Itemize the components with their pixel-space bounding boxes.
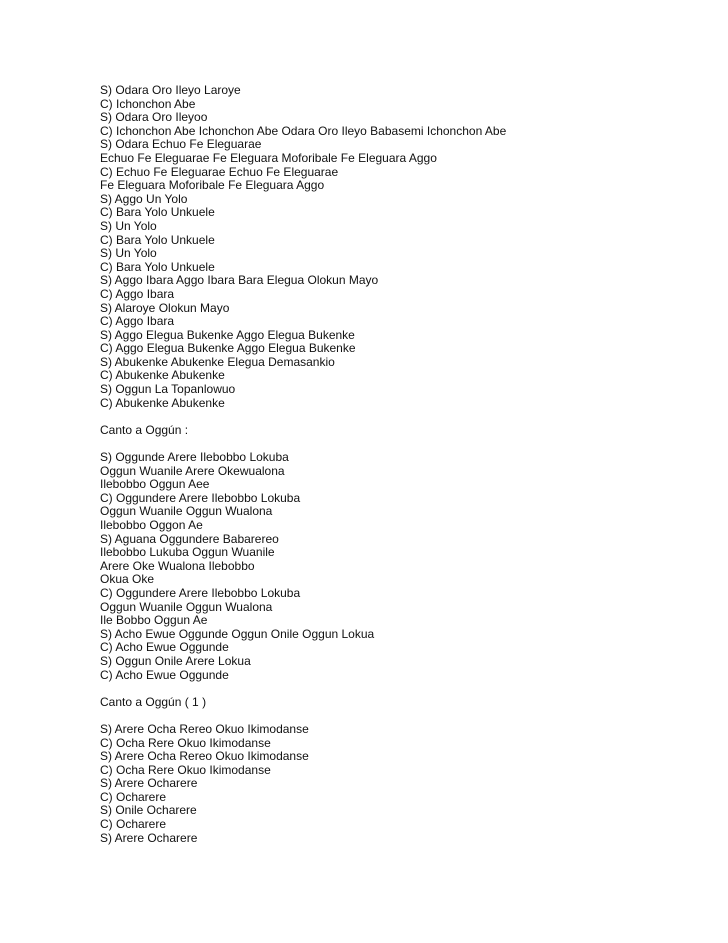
text-line: C) Echuo Fe Eleguarae Echuo Fe Eleguarae <box>100 164 339 179</box>
text-line: S) Abukenke Abukenke Elegua Demasankio <box>100 354 335 369</box>
text-line: C) Ocharere <box>100 817 167 832</box>
text-line: Okua Oke <box>100 572 155 587</box>
text-line: S) Onile Ocharere <box>100 803 197 818</box>
section-heading: Canto a Oggún : <box>100 422 189 437</box>
blank-line <box>100 709 700 723</box>
section-heading: Canto a Oggún ( 1 ) <box>100 694 207 709</box>
text-line: S) Oggun La Topanlowuo <box>100 382 236 397</box>
text-line: C) Aggo Ibara <box>100 314 175 329</box>
text-line: S) Arere Ocha Rereo Okuo Ikimodanse <box>100 721 309 736</box>
text-line: S) Acho Ewue Oggunde Oggun Onile Oggun Lokua <box>100 626 375 641</box>
text-line: S) Arere Ocharere <box>100 830 198 845</box>
text-line: S) Aguana Oggundere Babarereo <box>100 531 279 546</box>
text-line: C) Ocha Rere Okuo Ikimodanse <box>100 735 271 750</box>
text-line: S) Arere Ocha Rereo Okuo Ikimodanse <box>100 749 309 764</box>
text-line: S) Odara Oro Ileyo Laroye <box>100 83 241 97</box>
text-line: S) Alaroye Olokun Mayo <box>100 300 230 315</box>
blank-line <box>100 437 700 451</box>
text-line: S) Oggun Onile Arere Lokua <box>100 653 251 668</box>
text-line: C) Abukenke Abukenke <box>100 395 225 410</box>
text-line: S) Arere Ocharere <box>100 776 198 791</box>
text-line: S) Odara Oro Ileyoo <box>100 110 208 125</box>
text-line: C) Ocharere <box>100 789 167 804</box>
blank-line <box>100 682 700 696</box>
text-line: Oggun Wuanile Oggun Wualona <box>100 504 273 519</box>
text-line: C) Ichonchon Abe Ichonchon Abe Odara Oro Ileyo Babasemi Ichonchon Abe <box>100 123 507 138</box>
text-line: Oggun Wuanile Arere Okewualona <box>100 463 285 478</box>
text-line: C) Abukenke Abukenke <box>100 368 225 383</box>
text-line: S) Aggo Un Yolo <box>100 191 188 206</box>
text-line: Oggun Wuanile Oggun Wualona <box>100 599 273 614</box>
text-line: C) Bara Yolo Unkuele <box>100 232 215 247</box>
text-line: C) Bara Yolo Unkuele <box>100 205 215 220</box>
blank-line <box>100 410 700 424</box>
text-line: S) Un Yolo <box>100 218 157 233</box>
text-line: C) Oggundere Arere Ilebobbo Lokuba <box>100 490 301 505</box>
text-line: Ilebobbo Lukuba Oggun Wuanile <box>100 545 275 560</box>
text-line: Fe Eleguara Moforibale Fe Eleguara Aggo <box>100 178 325 193</box>
text-line: C) Bara Yolo Unkuele <box>100 259 215 274</box>
text-line: Echuo Fe Eleguarae Fe Eleguara Moforibale Fe Eleguara Aggo <box>100 150 437 165</box>
text-line: S) Oggunde Arere Ilebobbo Lokuba <box>100 450 289 465</box>
text-line: Ilebobbo Oggun Aee <box>100 477 210 492</box>
text-line: S) Un Yolo <box>100 246 157 261</box>
text-line: C) Aggo Elegua Bukenke Aggo Elegua Bukenke <box>100 341 356 356</box>
text-line: Ilebobbo Oggon Ae <box>100 518 203 532</box>
text-line: S) Aggo Elegua Bukenke Aggo Elegua Bukenke <box>100 327 355 342</box>
text-line: S) Odara Echuo Fe Eleguarae <box>100 137 262 152</box>
text-line: S) Aggo Ibara Aggo Ibara Bara Elegua Olokun Mayo <box>100 273 379 288</box>
text-line: C) Ichonchon Abe <box>100 96 196 111</box>
document-page <box>100 84 700 845</box>
text-line: Ile Bobbo Oggun Ae <box>100 613 208 628</box>
text-line: C) Acho Ewue Oggunde <box>100 640 229 655</box>
text-line: C) Oggundere Arere Ilebobbo Lokuba <box>100 585 301 600</box>
text-line: C) Acho Ewue Oggunde <box>100 667 229 682</box>
text-line: C) Aggo Ibara <box>100 286 175 301</box>
text-line: C) Ocha Rere Okuo Ikimodanse <box>100 762 271 777</box>
text-line: Arere Oke Wualona Ilebobbo <box>100 558 255 573</box>
